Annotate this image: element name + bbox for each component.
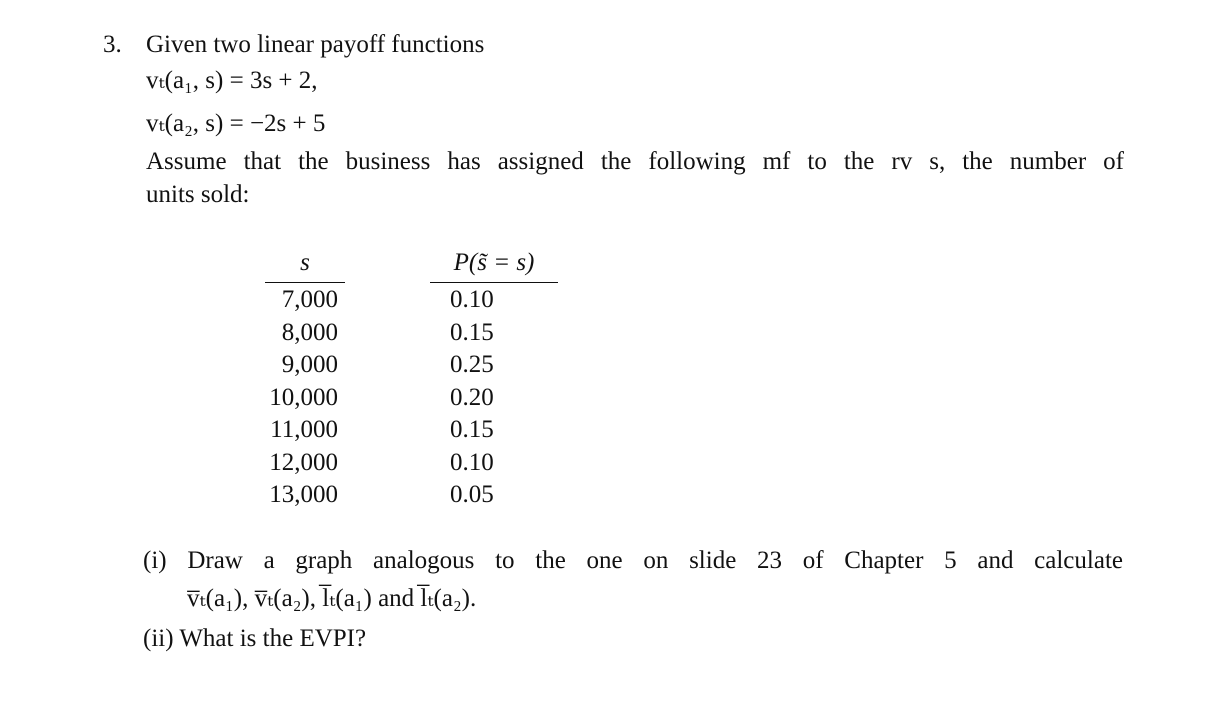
question-intro: Given two linear payoff functions — [146, 31, 485, 58]
table-cell-s: 12,000 — [269, 448, 338, 476]
table-header-s: s — [265, 246, 345, 283]
table-cell-p: 0.20 — [450, 383, 494, 411]
table-header-p: P(s̃ = s) — [430, 246, 558, 283]
question-number: 3. — [103, 31, 122, 58]
payoff-equation-2: vₜ(a₂, s) = −2s + 5 — [146, 110, 326, 137]
table-p-values — [450, 284, 530, 512]
assumption-text-line-1: Assume that the business has assigned the following mf to the rv s, the number of — [146, 148, 1124, 175]
table-column-s — [250, 246, 350, 283]
assumption-text-line-2: units sold: — [146, 181, 250, 208]
table-cell-p: 0.15 — [450, 416, 494, 443]
table-cell-p: 0.05 — [450, 481, 494, 508]
table-cell-p: 0.10 — [450, 286, 494, 313]
table-cell-p: 0.15 — [450, 318, 494, 346]
table-cell-p: 0.10 — [450, 448, 494, 476]
table-column-p — [430, 246, 558, 283]
table-cell-s: 11,000 — [270, 416, 338, 443]
subquestion-i-line-1: (i) Draw a graph analogous to the one on slide 23 of Chapter 5 and calculate — [143, 547, 1123, 574]
payoff-equation-1: vₜ(a₁, s) = 3s + 2, — [146, 67, 318, 94]
table-cell-s: 9,000 — [281, 351, 338, 378]
table-cell-s: 10,000 — [269, 383, 338, 411]
table-s-values — [250, 284, 338, 512]
table-cell-p: 0.25 — [450, 351, 494, 378]
subquestion-i-line-2: v̅ₜ(a₁), v̅ₜ(a₂), l̅ₜ(a₁) and l̅ₜ(a₂). — [187, 585, 477, 612]
subquestion-ii: (ii) What is the EVPI? — [143, 625, 367, 652]
table-cell-s: 7,000 — [281, 286, 338, 313]
table-cell-s: 13,000 — [269, 481, 338, 508]
table-cell-s: 8,000 — [281, 318, 338, 346]
